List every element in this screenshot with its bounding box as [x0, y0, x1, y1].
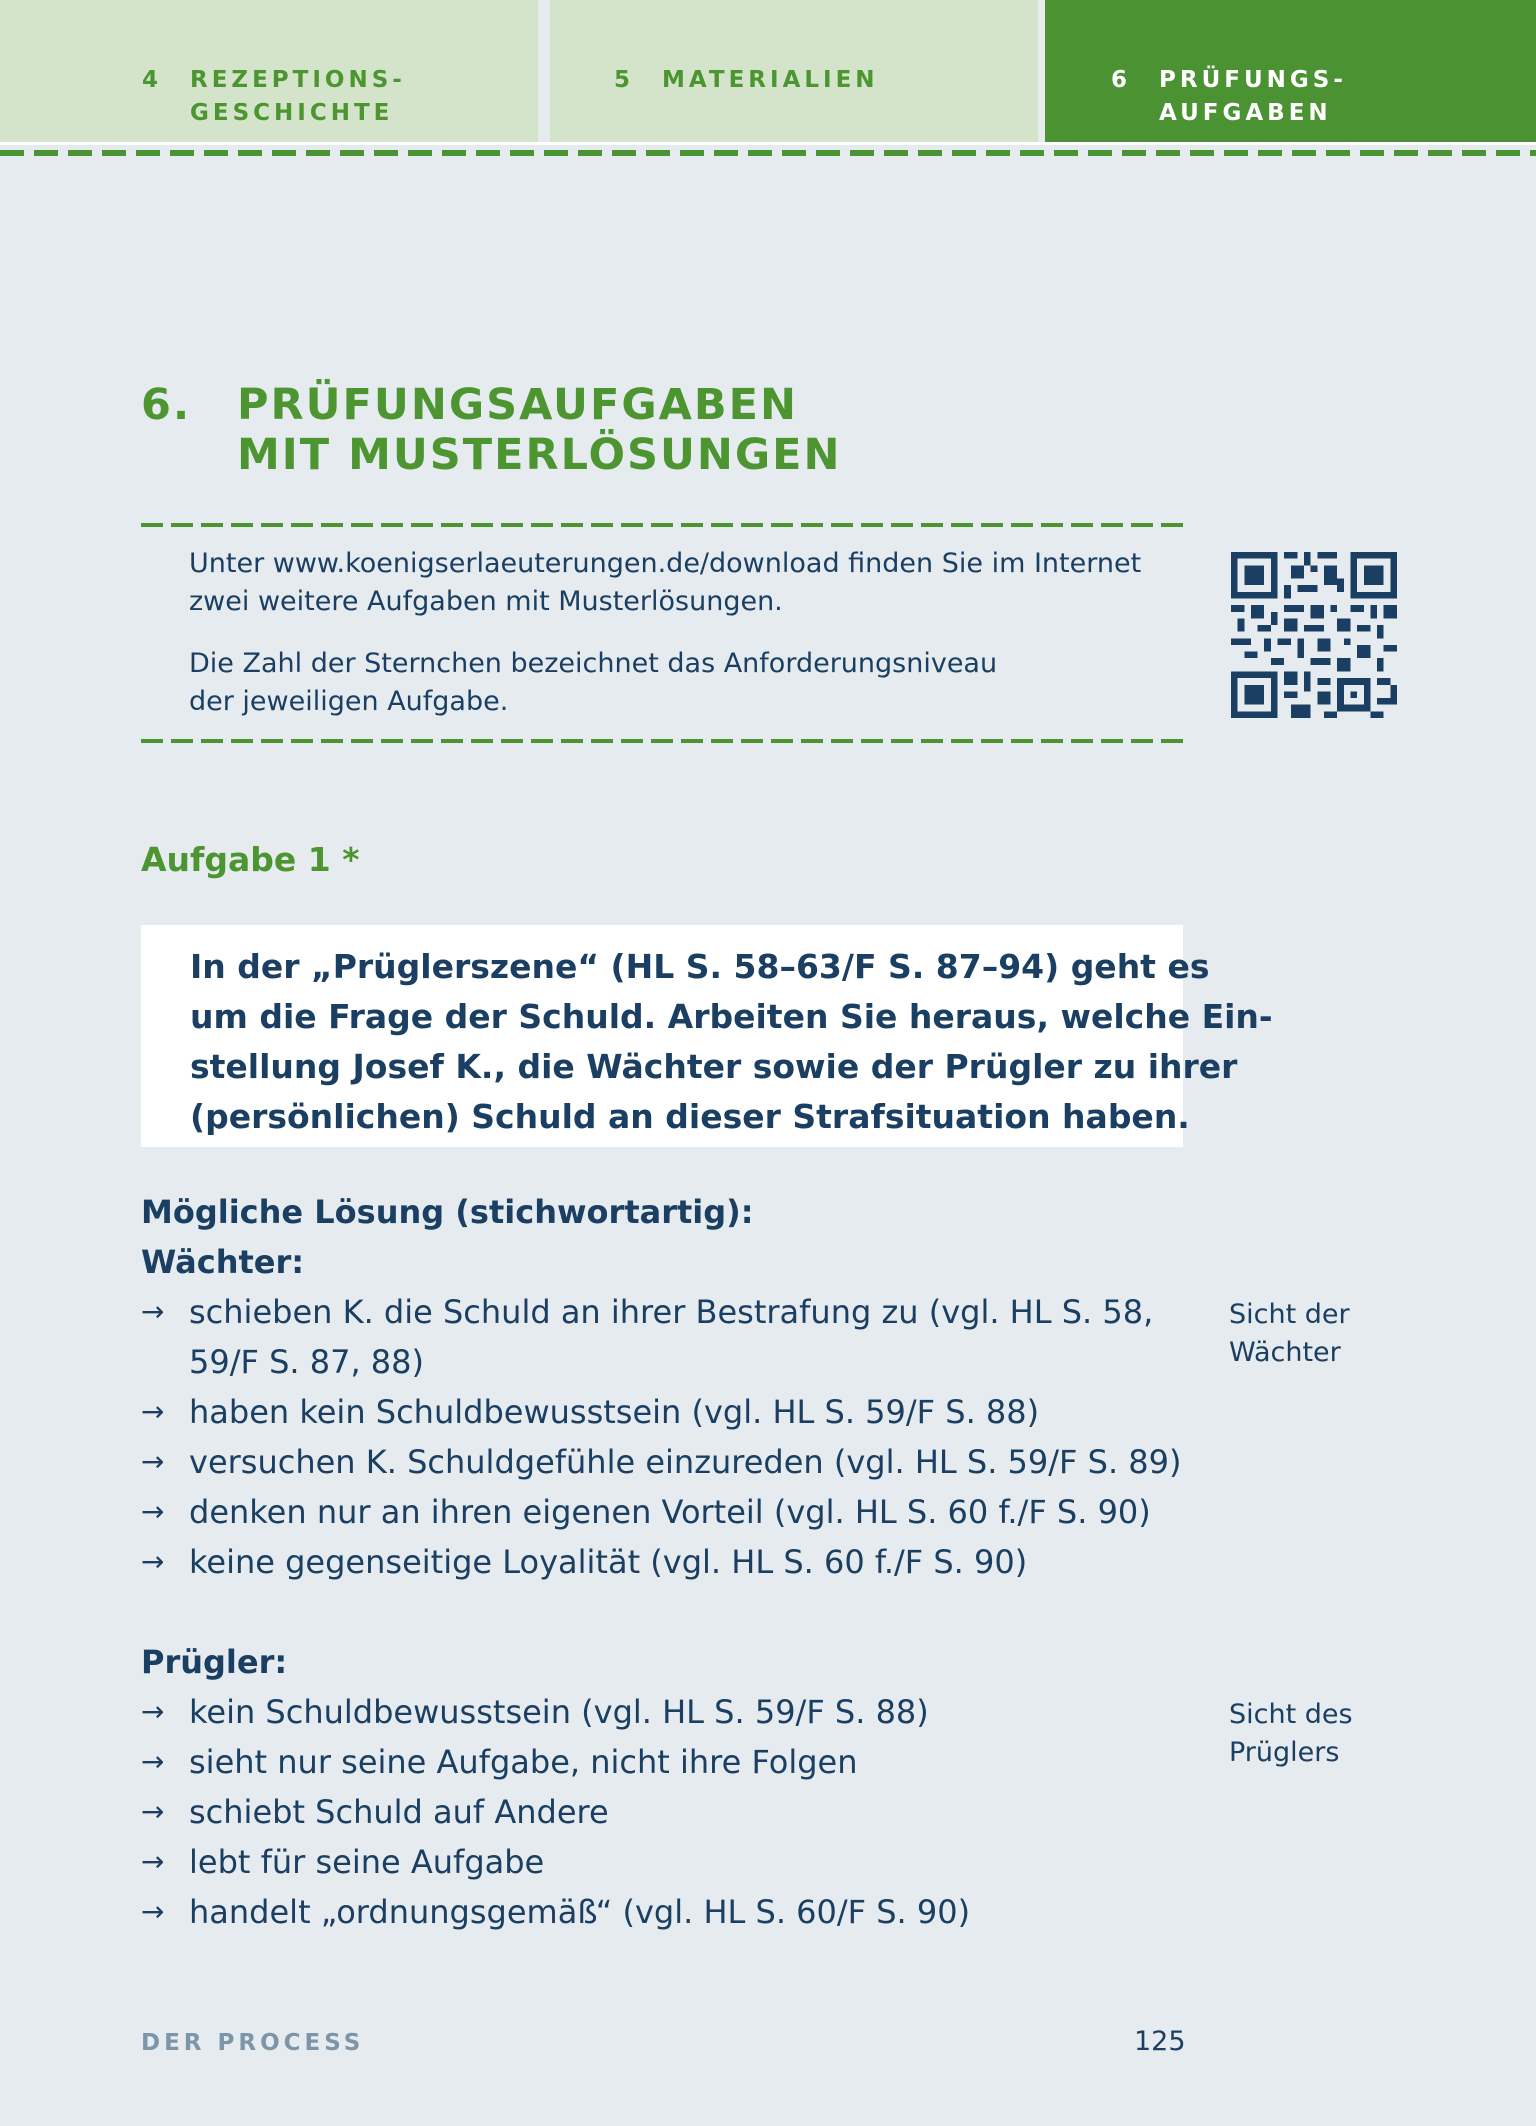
list-item-text: handelt „ordnungsgemäß“ (vgl. HL S. 60/F S. 90) [189, 1893, 971, 1931]
arrow-right-icon: → [141, 1545, 165, 1578]
pruegler-heading: Prügler: [141, 1643, 288, 1681]
list-item [141, 1887, 1191, 1937]
side-note-line: Sicht des [1229, 1699, 1353, 1730]
info-line: zwei weitere Aufgaben mit Musterlösungen. [189, 586, 783, 617]
info-line: Unter www.koenigserlaeuterungen.de/download finden Sie im Internet [189, 548, 1142, 579]
list-item [141, 1437, 1191, 1487]
task-heading: Aufgabe 1 * [141, 840, 360, 879]
chapter-tabs [0, 0, 1536, 142]
chapter-title-line: MIT MUSTERLÖSUNGEN [237, 430, 842, 480]
tab-rezeptionsgeschichte[interactable] [0, 0, 538, 142]
list-item [141, 1387, 1191, 1437]
chapter-title [141, 380, 842, 480]
side-note-pruegler [1229, 1696, 1353, 1772]
list-item-text: keine gegenseitige Loyalität (vgl. HL S. 60 f./F S. 90) [189, 1543, 1028, 1581]
arrow-right-icon: → [141, 1395, 165, 1428]
side-note-line: Wächter [1229, 1337, 1341, 1368]
task-line: um die Frage der Schuld. Arbeiten Sie heraus, welche Ein- [190, 997, 1273, 1036]
tab-label-line: AUFGABEN [1159, 100, 1332, 126]
tab-number: 5 [614, 67, 635, 93]
header-dashed-rule [0, 150, 1536, 156]
list-item-text: haben kein Schuldbewusstsein (vgl. HL S. 59/F S. 88) [189, 1393, 1040, 1431]
info-top-rule [141, 523, 1183, 527]
info-paragraph-stars [189, 645, 1169, 721]
side-note-waechter [1229, 1296, 1350, 1372]
tab-label-line: PRÜFUNGS- [1159, 67, 1347, 93]
list-item-text: kein Schuldbewusstsein (vgl. HL S. 59/F S. 88) [189, 1693, 929, 1731]
arrow-right-icon: → [141, 1795, 165, 1828]
chapter-number: 6. [141, 380, 192, 430]
list-item-text: 59/F S. 87, 88) [189, 1343, 424, 1381]
tab-number: 4 [142, 67, 163, 93]
header-divider [0, 142, 1536, 145]
list-item [141, 1487, 1191, 1537]
arrow-right-icon: → [141, 1695, 165, 1728]
arrow-right-icon: → [141, 1895, 165, 1928]
list-item [141, 1837, 1191, 1887]
list-item-text: denken nur an ihren eigenen Vorteil (vgl. HL S. 60 f./F S. 90) [189, 1493, 1151, 1531]
footer-book-title: DER PROCESS [141, 2030, 365, 2056]
list-item [141, 1787, 1191, 1837]
task-line: (persönlichen) Schuld an dieser Strafsituation haben. [190, 1097, 1190, 1136]
tab-materialien[interactable] [550, 0, 1038, 142]
task-line: In der „Prüglerszene“ (HL S. 58–63/F S. 87–94) geht es [190, 947, 1210, 986]
info-box [189, 545, 1169, 721]
list-item-text: versuchen K. Schuldgefühle einzureden (vgl. HL S. 59/F S. 89) [189, 1443, 1182, 1481]
arrow-right-icon: → [141, 1745, 165, 1778]
list-item-text: sieht nur seine Aufgabe, nicht ihre Folgen [189, 1743, 858, 1781]
page-number: 125 [1134, 2026, 1186, 2057]
tab-label-line: REZEPTIONS- [190, 67, 406, 93]
list-item-text: lebt für seine Aufgabe [189, 1843, 545, 1881]
task-box [141, 925, 1273, 1147]
arrow-right-icon: → [141, 1495, 165, 1528]
info-paragraph-download [189, 545, 1169, 621]
solution-heading: Mögliche Lösung (stichwortartig): [141, 1193, 754, 1231]
arrow-right-icon: → [141, 1845, 165, 1878]
list-item [141, 1537, 1191, 1587]
info-line: Die Zahl der Sternchen bezeichnet das Anforderungsniveau [189, 648, 998, 679]
tab-label-line: MATERIALIEN [662, 67, 879, 93]
list-item-text: schieben K. die Schuld an ihrer Bestrafung zu (vgl. HL S. 58, [189, 1293, 1154, 1331]
waechter-list [141, 1287, 1191, 1587]
arrow-right-icon: → [141, 1445, 165, 1478]
tab-label-line: GESCHICHTE [190, 100, 394, 126]
list-item [141, 1287, 1191, 1387]
waechter-heading: Wächter: [141, 1243, 305, 1281]
tab-number: 6 [1111, 67, 1132, 93]
qr-code-icon[interactable] [1231, 552, 1397, 718]
side-note-line: Sicht der [1229, 1299, 1350, 1330]
tab-pruefungsaufgaben[interactable] [1045, 0, 1536, 142]
info-bottom-rule [141, 739, 1183, 743]
list-item [141, 1687, 1191, 1737]
info-line: der jeweiligen Aufgabe. [189, 686, 509, 717]
pruegler-list [141, 1687, 1191, 1937]
chapter-title-line: PRÜFUNGSAUFGABEN [237, 380, 799, 430]
arrow-right-icon: → [141, 1295, 165, 1328]
list-item-text: schiebt Schuld auf Andere [189, 1793, 609, 1831]
task-line: stellung Josef K., die Wächter sowie der Prügler zu ihrer [190, 1047, 1238, 1086]
side-note-line: Prüglers [1229, 1737, 1340, 1768]
list-item [141, 1737, 1191, 1787]
